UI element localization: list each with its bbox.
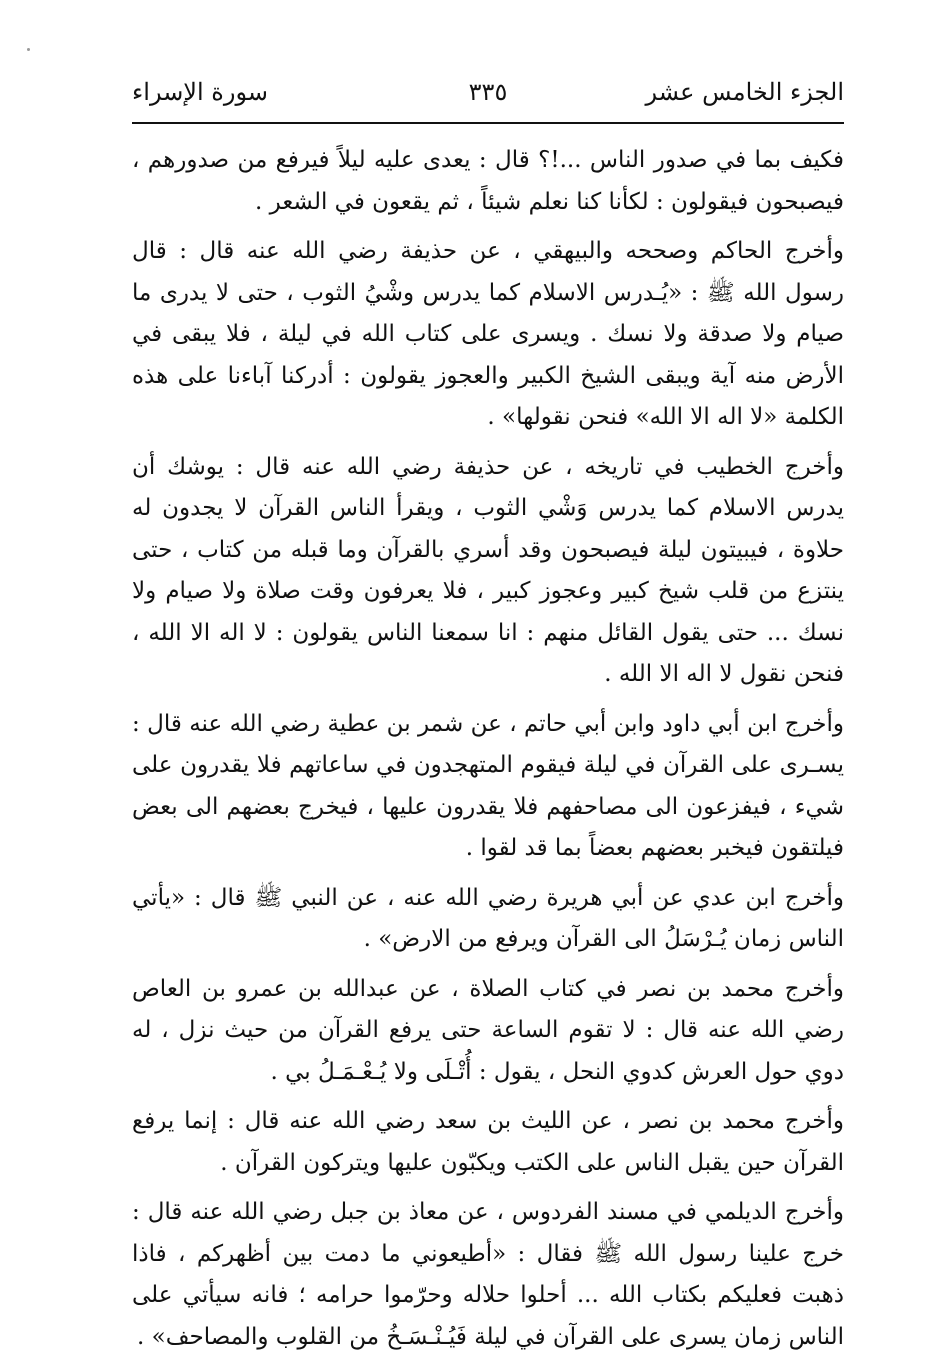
header-rule — [132, 122, 844, 124]
paragraph-2: وأخرج الحاكم وصححه والبيهقي ، عن حذيفة رضي الله عنه قال : قال رسول الله ﷺ : «يُـدرس الاسلام كما يدرس وشْيُ الثوب ، حتى لا يدرى ما صيام ولا صدقة ولا نسك . ويسرى على كتاب الله في ليلة ، فلا يبقى في الأرض منه آية ويبقى الشيخ الكبير والعجوز يقولون : أدركنا آباءنا على هذه الكلمة «لا اله الا الله» فنحن نقولها» . — [132, 238, 844, 430]
paragraph-8: وأخرج الديلمي في مسند الفردوس ، عن معاذ بن جبل رضي الله عنه قال : خرج علينا رسول الله ﷺ فقال : «أطيعوني ما دمت بين أظهركم ، فاذا ذهبت فعليكم بكتاب الله ... أحلوا حلاله وحرّموا حرامه ؛ فانه سيأتي على الناس زمان يسرى على القرآن في ليلة فَيُـنْـسَـخُ من القلوب والمصاحف» . — [132, 1199, 844, 1350]
page-body — [132, 140, 844, 1366]
page-number: ٣٣٥ — [468, 78, 508, 106]
paragraph-3: وأخرج الخطيب في تاريخه ، عن حذيفة رضي الله عنه قال : يوشك أن يدرس الاسلام كما يدرس وَشْي الثوب ، ويقرأ الناس القرآن لا يجدون له حلاوة ، فيبيتون ليلة فيصبحون وقد أسري بالقرآن وما قبله من كتاب ، حتى ينتزع من قلب شيخ كبير وعجوز كبير ، فلا يعرفون وقت صلاة ولا صيام ولا نسك ... حتى يقول القائل منهم : انا سمعنا الناس يقولون : لا اله الا الله ، فنحن نقول لا اله الا الله . — [132, 453, 844, 687]
part-title: الجزء الخامس عشر — [645, 78, 844, 106]
scan-speck — [27, 48, 30, 51]
paragraph-6: وأخرج محمد بن نصر في كتاب الصلاة ، عن عبدالله بن عمرو بن العاص رضي الله عنه قال : لا تقوم الساعة حتى يرفع القرآن من حيث نزل ، له دوي حول العرش كدوي النحل ، يقول : أُتْـلَى ولا يُـعْـمَـلُ بي . — [132, 975, 844, 1085]
page-header — [132, 72, 844, 122]
paragraph-5: وأخرج ابن عدي عن أبي هريرة رضي الله عنه ، عن النبي ﷺ قال : «يأتي الناس زمان يُـرْسَلُ الى القرآن ويرفع من الارض» . — [132, 884, 844, 952]
paragraph-4: وأخرج ابن أبي داود وابن أبي حاتم ، عن شمر بن عطية رضي الله عنه قال : يسـرى على القرآن في ليلة فيقوم المتهجدون في ساعاتهم فلا يقدرون على شيء ، فيفزعون الى مصاحفهم فلا يقدرون عليها ، فيخرج بعضهم الى بعض فيلتقون فيخبر بعضهم بعضاً بما قد لقوا . — [132, 710, 844, 861]
surah-title: سورة الإسراء — [132, 78, 268, 106]
paragraph-1: فكيف بما في صدور الناس ...!؟ قال : يعدى عليه ليلاً فيرفع من صدورهم ، فيصبحون فيقولون : لكأنا كنا نعلم شيئاً ، ثم يقعون في الشعر . — [132, 147, 844, 215]
paragraph-7: وأخرج محمد بن نصر ، عن الليث بن سعد رضي الله عنه قال : إنما يرفع القرآن حين يقبل الناس على الكتب ويكبّون عليها ويتركون القرآن . — [132, 1108, 844, 1176]
